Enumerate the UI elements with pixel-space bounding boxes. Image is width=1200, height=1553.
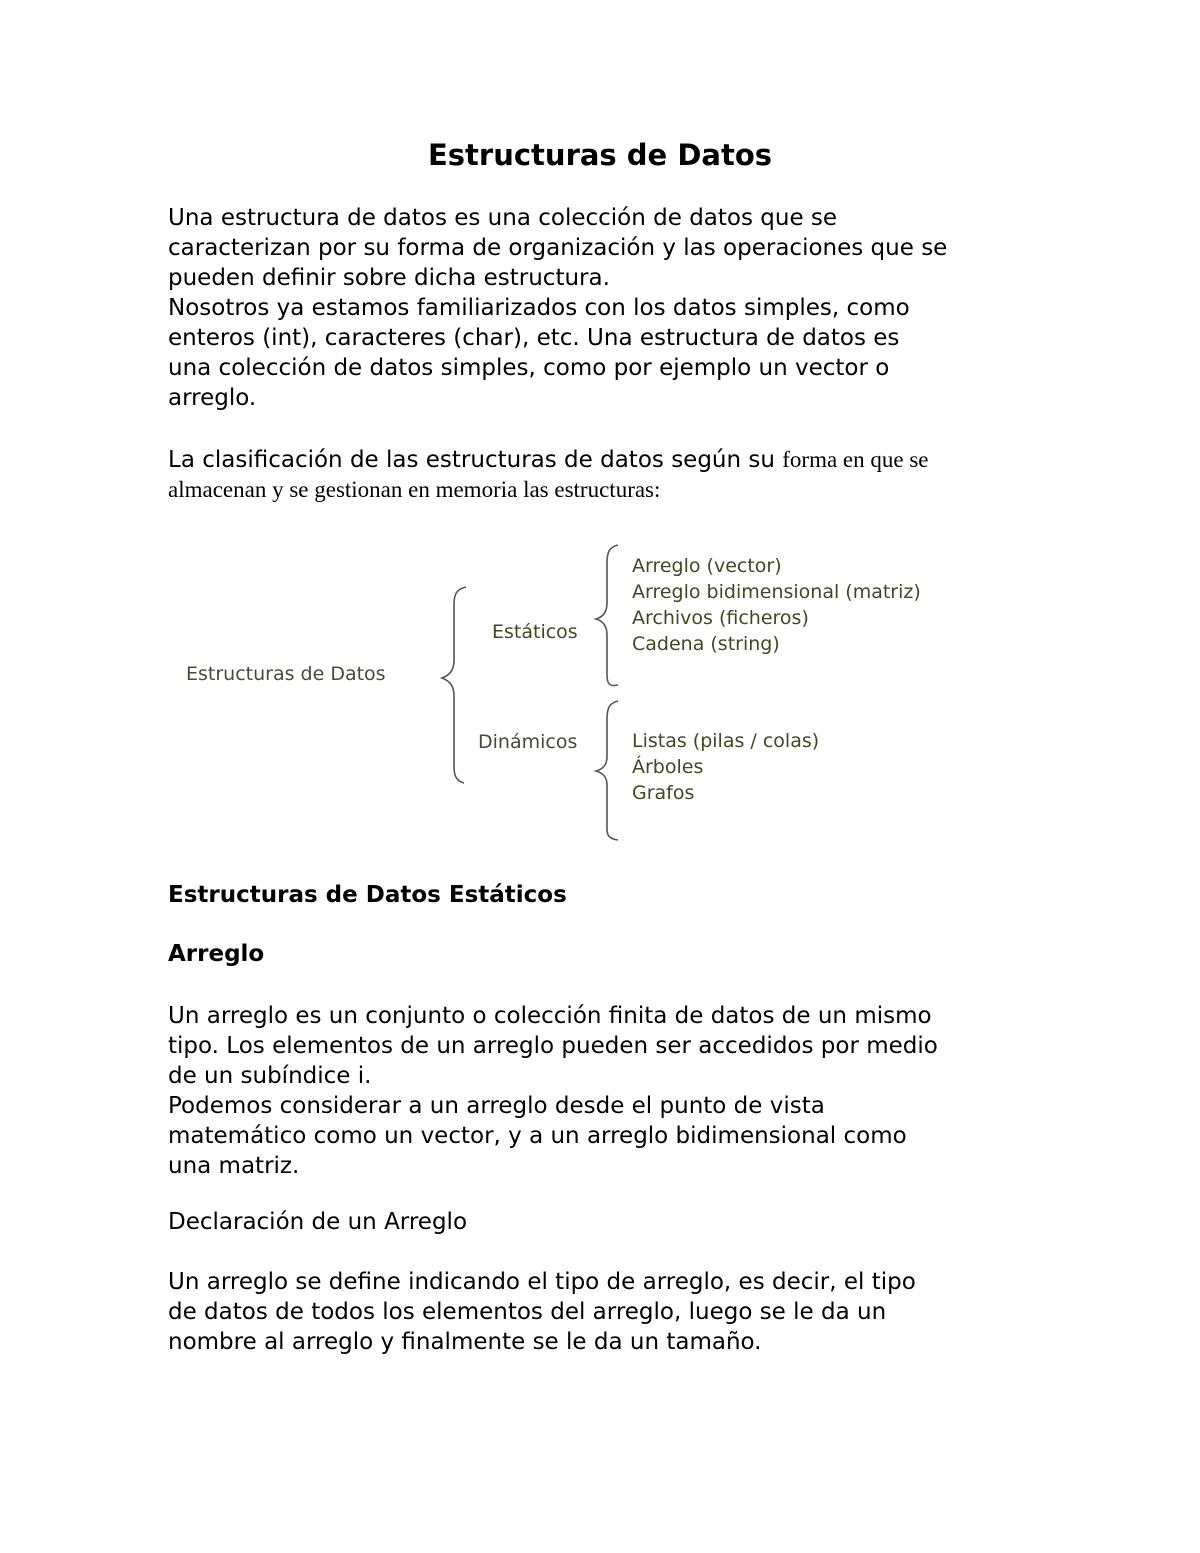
text-line: caracterizan por su forma de organización y las operaciones que se (168, 235, 948, 261)
classification-sans-text: La clasificación de las estructuras de datos según su (168, 447, 783, 473)
dynamic-brace (596, 701, 618, 840)
diagram-dynamic-label: Dinámicos (478, 731, 578, 753)
intro-paragraph (168, 203, 1068, 413)
text-line: Un arreglo se define indicando el tipo de arreglo, es decir, el tipo (168, 1269, 916, 1295)
declaracion-paragraph (168, 1267, 1068, 1357)
text-line: Nosotros ya estamos familiarizados con los datos simples, como (168, 295, 910, 321)
diagram-static-label: Estáticos (492, 621, 578, 643)
static-brace (596, 545, 618, 686)
classification-paragraph (168, 445, 1068, 505)
classification-diagram (150, 535, 1050, 855)
diagram-static-item: Arreglo (vector) (632, 555, 782, 577)
text-line: de datos de todos los elementos del arreglo, luego se le da un (168, 1299, 887, 1325)
section-heading-arreglo: Arreglo (168, 941, 265, 967)
arreglo-paragraph (168, 1001, 1068, 1181)
text-line: una colección de datos simples, como por ejemplo un vector o (168, 355, 890, 381)
text-line: enteros (int), caracteres (char), etc. Una estructura de datos es (168, 325, 900, 351)
classification-serif-text-1: forma en que se (782, 447, 929, 472)
text-line: Una estructura de datos es una colección de datos que se (168, 205, 838, 231)
text-line: de un subíndice i. (168, 1063, 372, 1089)
declaracion-heading: Declaración de un Arreglo (168, 1209, 468, 1235)
diagram-dynamic-item: Listas (pilas / colas) (632, 730, 820, 752)
text-line: nombre al arreglo y finalmente se le da un tamaño. (168, 1329, 762, 1355)
text-line: tipo. Los elementos de un arreglo pueden ser accedidos por medio (168, 1033, 938, 1059)
diagram-static-item: Arreglo bidimensional (matriz) (632, 581, 921, 603)
text-line: arreglo. (168, 385, 257, 411)
text-line: pueden definir sobre dicha estructura. (168, 265, 610, 291)
text-line: Un arreglo es un conjunto o colección finita de datos de un mismo (168, 1003, 932, 1029)
diagram-root-label: Estructuras de Datos (186, 663, 386, 685)
classification-serif-text-2: almacenan y se gestionan en memoria las estructuras: (168, 477, 661, 502)
text-line: matemático como un vector, y a un arreglo bidimensional como (168, 1123, 907, 1149)
text-line: Podemos considerar a un arreglo desde el punto de vista (168, 1093, 825, 1119)
diagram-static-item: Archivos (ficheros) (632, 607, 809, 629)
diagram-static-item: Cadena (string) (632, 633, 780, 655)
diagram-dynamic-item: Grafos (632, 782, 695, 804)
root-brace (442, 587, 466, 783)
text-line: una matriz. (168, 1153, 300, 1179)
section-heading-static: Estructuras de Datos Estáticos (168, 882, 567, 908)
diagram-dynamic-item: Árboles (632, 756, 704, 778)
page-title: Estructuras de Datos (427, 138, 773, 172)
